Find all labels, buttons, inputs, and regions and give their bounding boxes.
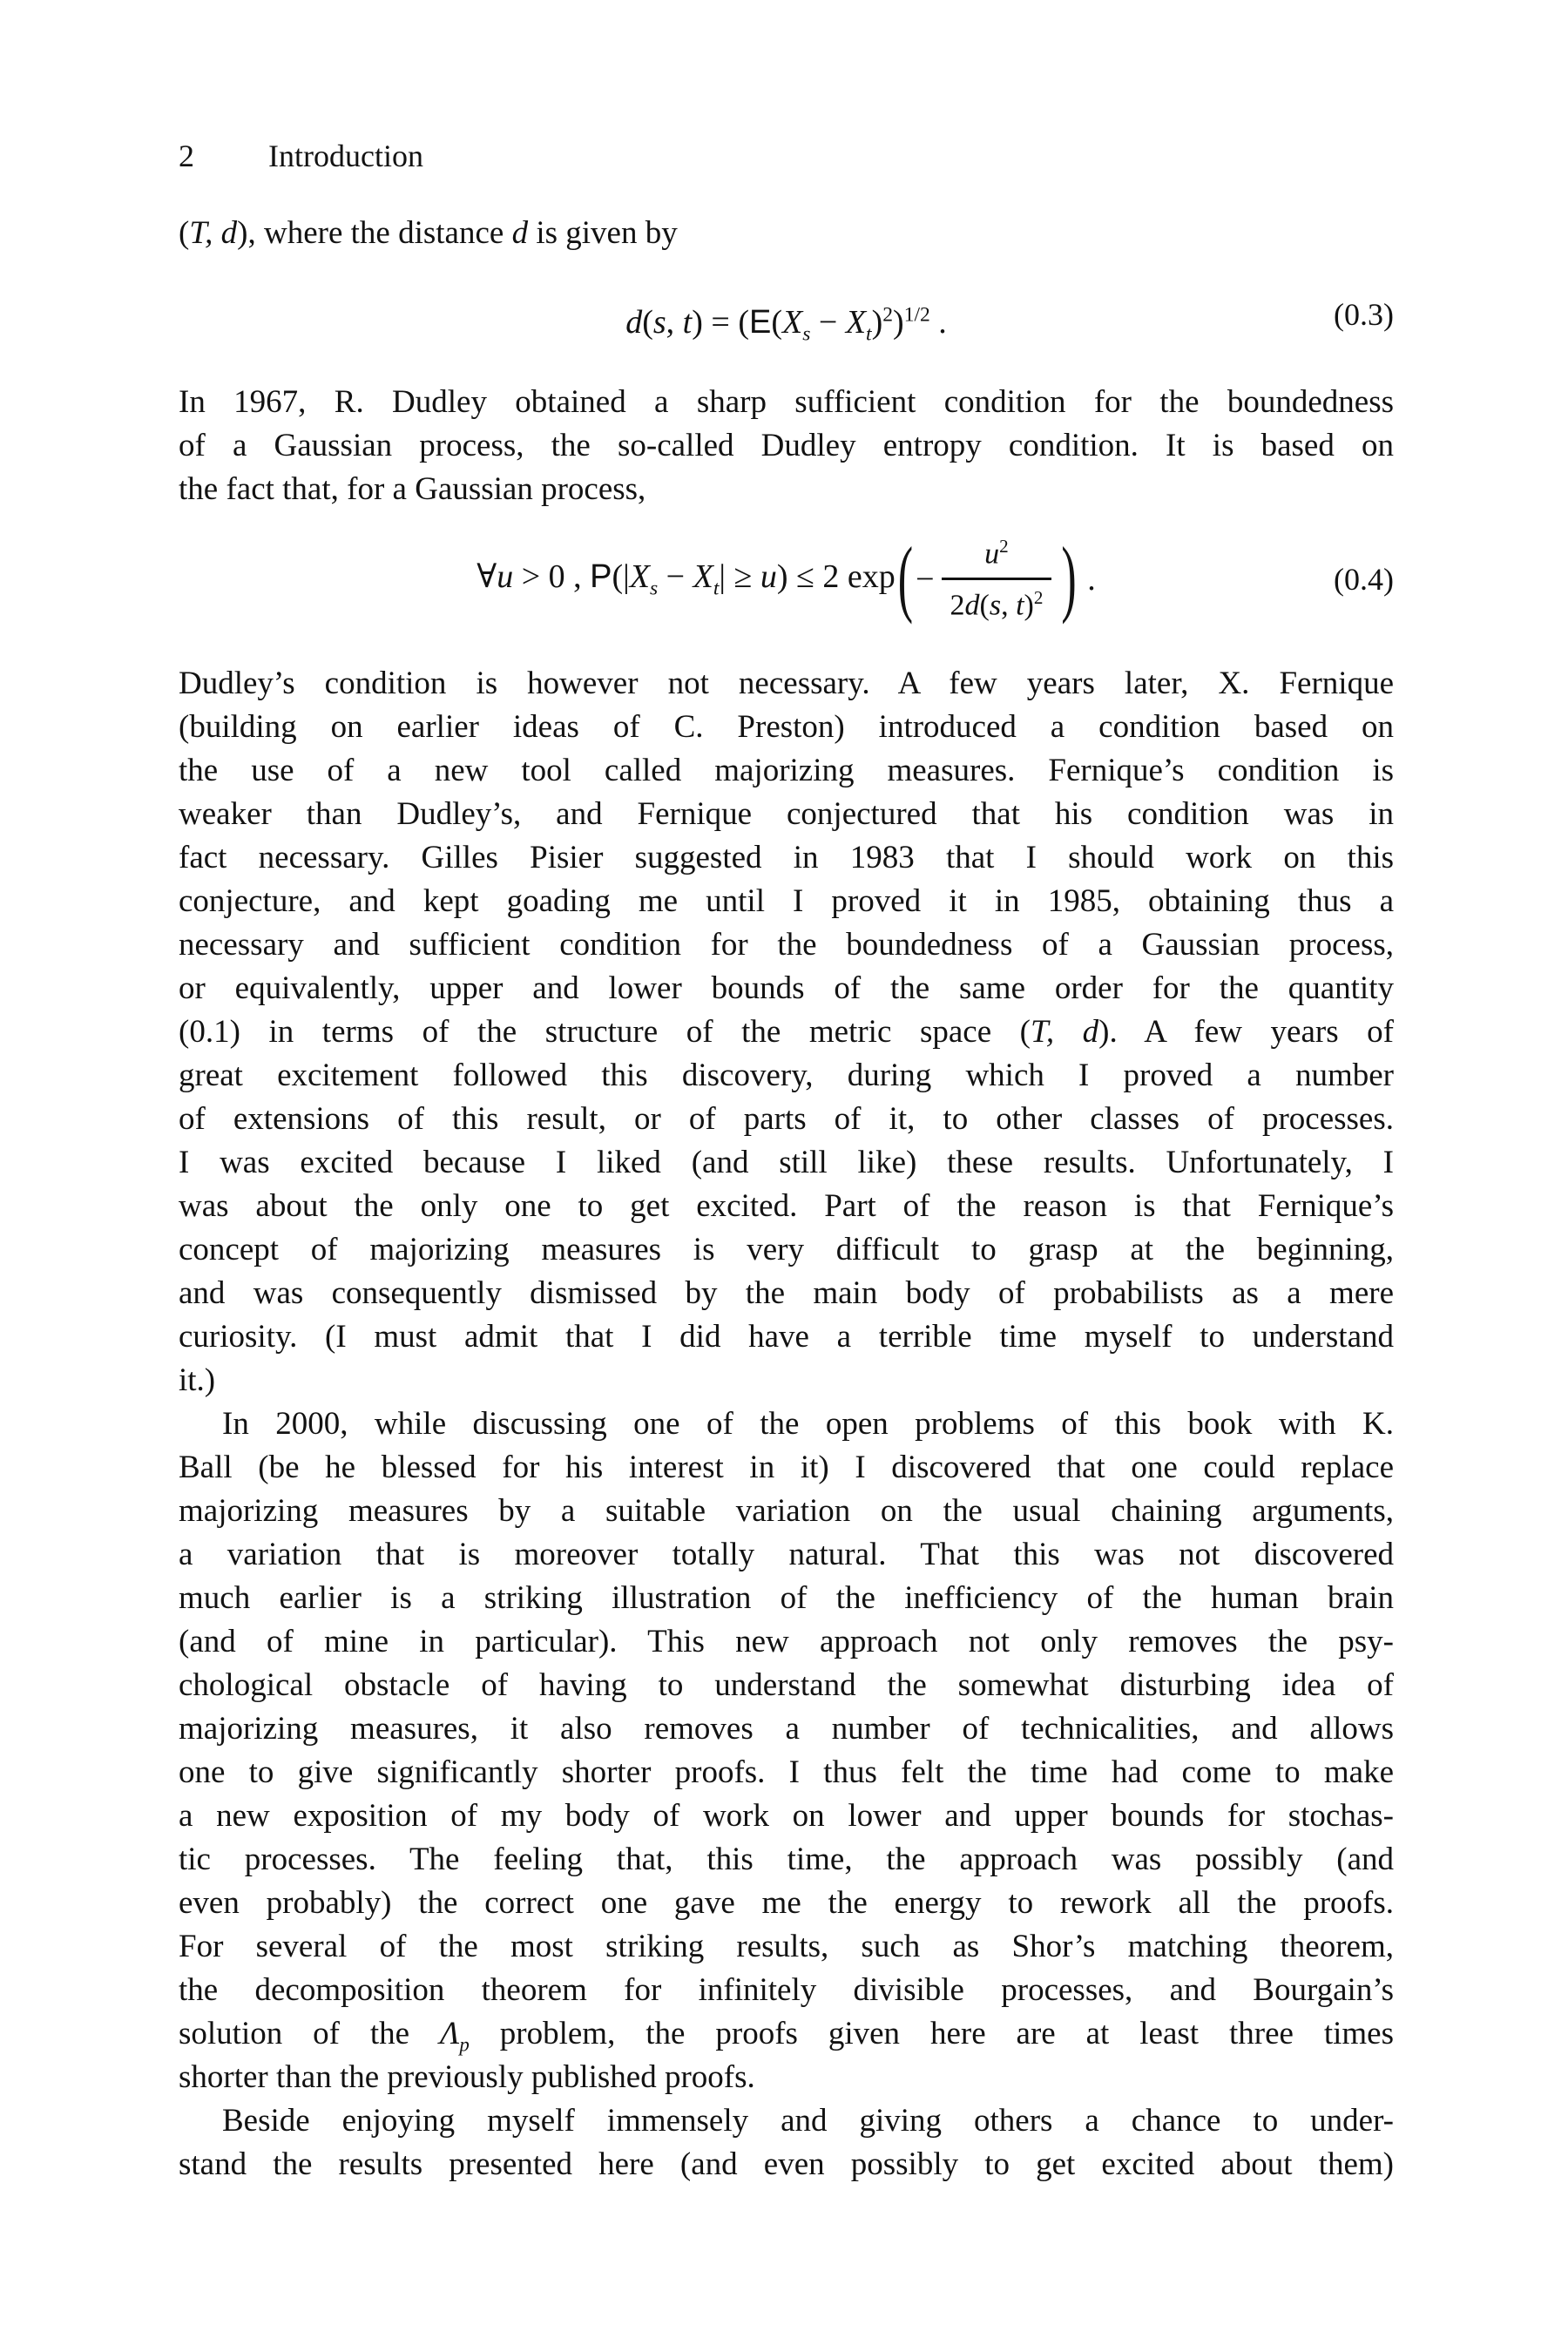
text-line: (building on earlier ideas of C. Preston) introduced a condition based on [179, 709, 1394, 745]
page-number: 2 [179, 139, 194, 173]
text-line: was about the only one to get excited. Part of the reason is that Fernique’s [179, 1188, 1394, 1224]
text-line: Ball (be he blessed for his interest in it) I discovered that one could replace [179, 1450, 1394, 1485]
fraction-numerator: $u^2$ [942, 534, 1052, 580]
text-line: I was excited because I liked (and still like) these results. Unfortunately, I [179, 1145, 1394, 1180]
text-line: it.) [179, 1362, 216, 1398]
text-line: chological obstacle of having to understand the somewhat disturbing idea of [179, 1667, 1394, 1703]
text-line: curiosity. (I must admit that I did have a terrible time myself to understand [179, 1319, 1394, 1355]
text-line: a new exposition of my body of work on lower and upper bounds for stochas- [179, 1798, 1394, 1834]
text-line: shorter than the previously published proofs. [179, 2059, 755, 2095]
text-line: the fact that, for a Gaussian process, [179, 471, 646, 507]
text-line: In 2000, while discussing one of the open problems of this book with K. [222, 1406, 1394, 1442]
text-line: (and of mine in particular). This new approach not only removes the psy- [179, 1624, 1394, 1659]
text-line: great excitement followed this discovery, during which I proved a number [179, 1058, 1394, 1093]
text-line: weaker than Dudley’s, and Fernique conjectured that his condition was in [179, 796, 1394, 832]
equation-0-3 [179, 284, 1394, 345]
minus-sign: − [916, 560, 935, 598]
text-line: the use of a new tool called majorizing measures. Fernique’s condition is [179, 753, 1394, 788]
text-line: conjecture, and kept goading me until I proved it in 1985, obtaining thus a [179, 883, 1394, 919]
text-line: fact necessary. Gilles Pisier suggested in 1983 that I should work on this [179, 840, 1394, 875]
text-line: and was consequently dismissed by the main body of probabilists as a mere [179, 1275, 1394, 1311]
equation-tag-0-3: (0.3) [1334, 297, 1394, 332]
text-line: Beside enjoying myself immensely and giving others a chance to under- [222, 2103, 1394, 2139]
text-line: Dudley’s condition is however not necessary. A few years later, X. Fernique [179, 666, 1394, 701]
text-line: majorizing measures by a suitable variation on the usual chaining arguments, [179, 1493, 1394, 1529]
text-line: tic processes. The feeling that, this time, the approach was possibly (and [179, 1842, 1394, 1877]
intro-line: (T, d), where the distance d is given by [179, 215, 678, 251]
paragraph-in-2000 [179, 1402, 1394, 2099]
text-line: In 1967, R. Dudley obtained a sharp sufficient condition for the boundedness [179, 384, 1394, 420]
equation-0-4 [179, 516, 1394, 642]
paragraph-dudley-1967 [179, 381, 1394, 511]
text-line: a variation that is moreover totally natural. That this was not discovered [179, 1537, 1394, 1572]
paragraph-beside [179, 2099, 1394, 2186]
text-line: of extensions of this result, or of parts of it, to other classes of processes. [179, 1101, 1394, 1137]
big-left-paren: ( [897, 531, 914, 625]
fraction [942, 534, 1052, 625]
equation-0-3-body: d(s, $t) = (E(X_s - X_t)^2)^{1/2}$ . [625, 303, 947, 346]
text-line: the decomposition theorem for infinitely divisible processes, and Bourgain’s [179, 1972, 1394, 2008]
text-line: (0.1) in terms of the structure of the metric space (T, d). A few years of [179, 1014, 1394, 1050]
text-line: solution of the $\Lambda_p$ problem, the proofs given here are at least three times [179, 2016, 1394, 2056]
text-line: one to give significantly shorter proofs. I thus felt the time had come to make [179, 1754, 1394, 1790]
text-line: concept of majorizing measures is very difficult to grasp at the beginning, [179, 1232, 1394, 1267]
paragraph-majorizing-history [179, 662, 1394, 1402]
text-line: majorizing measures, it also removes a number of technicalities, and allows [179, 1711, 1394, 1747]
text-line: necessary and sufficient condition for the boundedness of a Gaussian process, [179, 927, 1394, 963]
text-line: even probably) the correct one gave me the energy to rework all the proofs. [179, 1885, 1394, 1921]
running-head: Introduction [268, 139, 423, 173]
text-line: or equivalently, upper and lower bounds of the same order for the quantity [179, 970, 1394, 1006]
big-right-paren: ) [1061, 531, 1077, 625]
text-line: much earlier is a striking illustration of the inefficiency of the human brain [179, 1580, 1394, 1616]
text-line: For several of the most striking results, such as Shor’s matching theorem, [179, 1929, 1394, 1964]
text-line: of a Gaussian process, the so-called Dudley entropy condition. It is based on [179, 428, 1394, 463]
text-line: stand the results presented here (and even possibly to get excited about them) [179, 2146, 1394, 2182]
equation-tag-0-4: (0.4) [1334, 561, 1394, 597]
equation-0-4-left-side: ∀u > 0 , $P(|X_s - X_t| \ge u) \le 2$ exp [476, 558, 896, 600]
equation-period: . [1078, 560, 1096, 598]
fraction-denominator: 2d(s, t)$^2$ [950, 587, 1044, 622]
page-header [179, 138, 423, 174]
